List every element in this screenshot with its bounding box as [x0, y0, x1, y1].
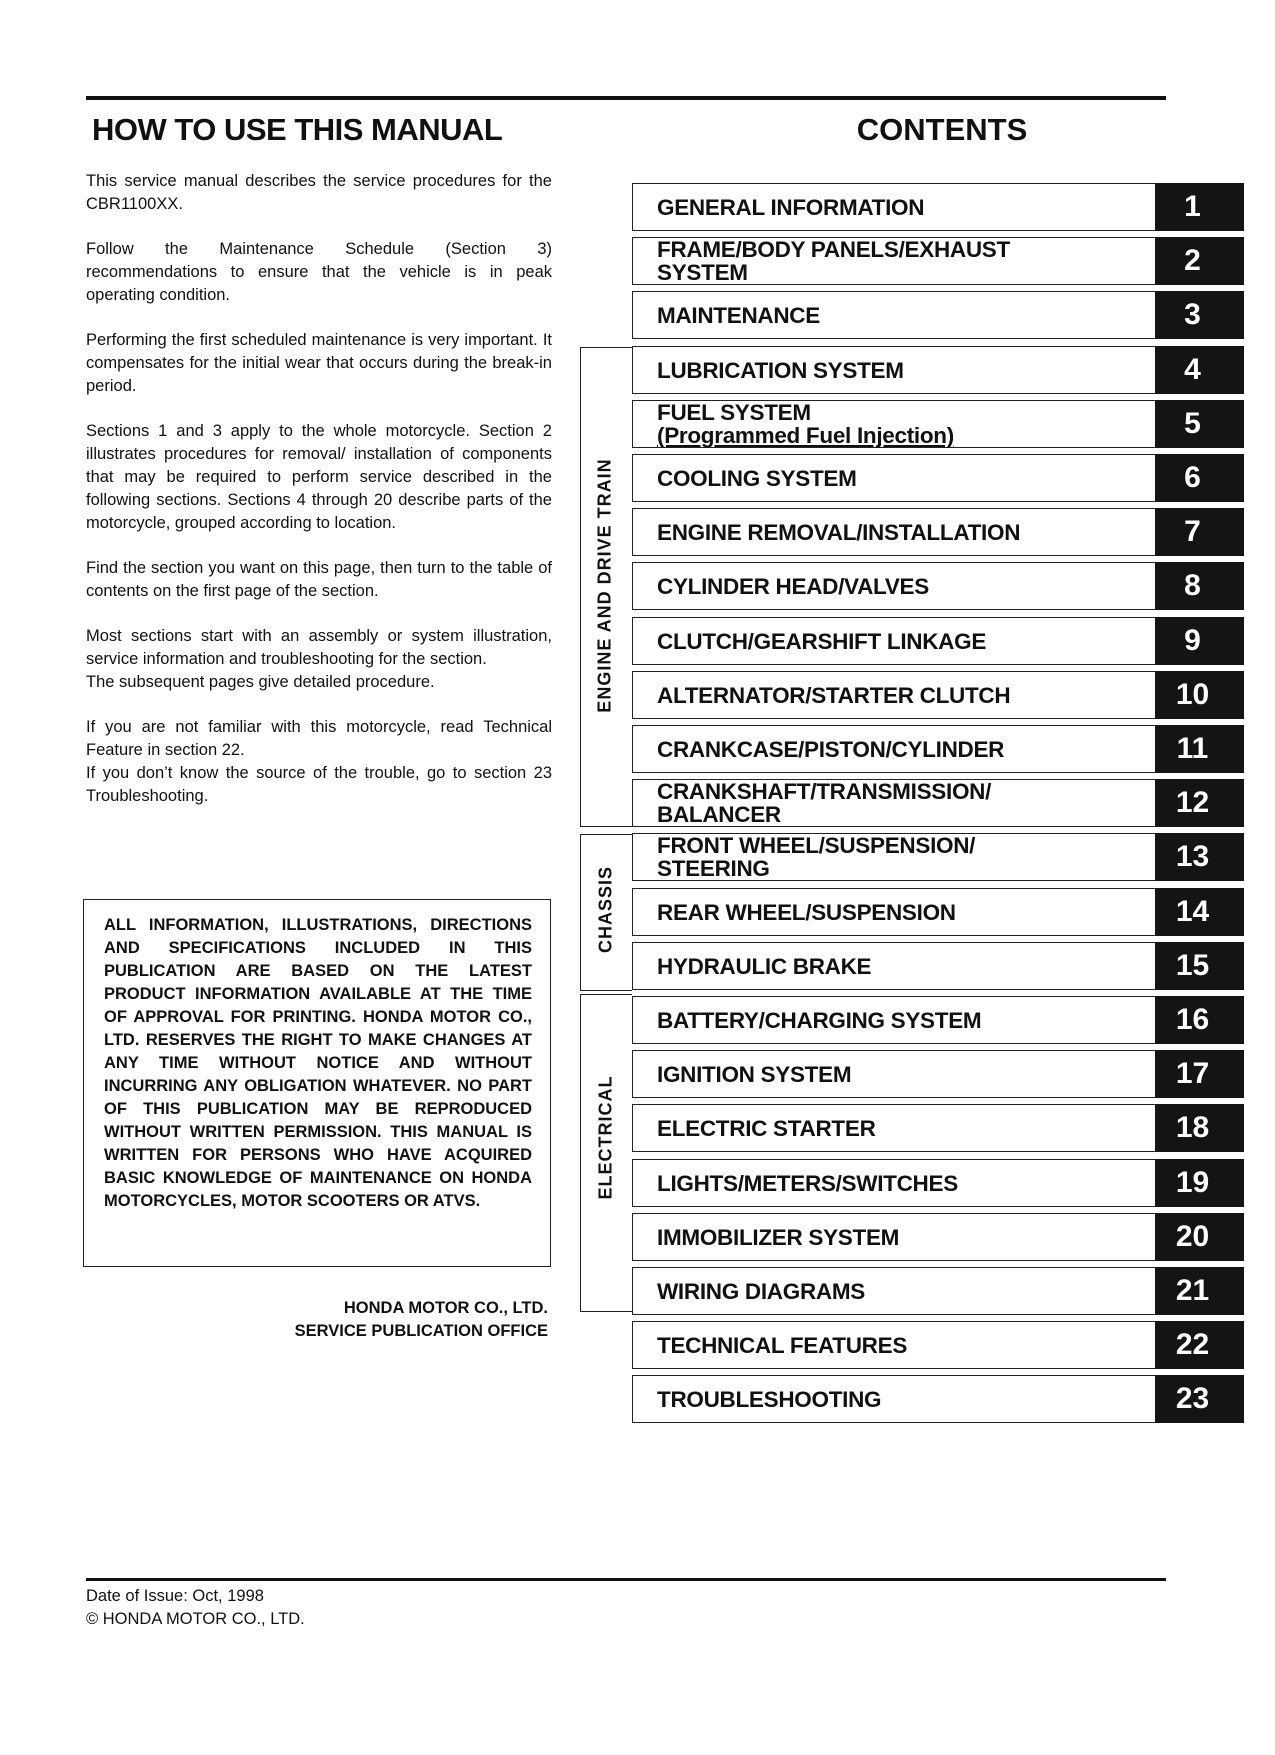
section-number-tab[interactable]: [1155, 996, 1244, 1044]
section-number-tab[interactable]: [1155, 833, 1244, 881]
section-number: 9: [1184, 624, 1201, 657]
publisher-block: [86, 1297, 548, 1343]
contents-title: CONTENTS: [856, 112, 1028, 147]
section-number: 19: [1175, 1166, 1210, 1199]
section-title-line: ENGINE REMOVAL/INSTALLATION: [657, 519, 1021, 545]
section-title: [657, 238, 1010, 284]
section-number: 14: [1175, 895, 1210, 928]
section-title-line: CRANKSHAFT/TRANSMISSION/: [657, 779, 992, 804]
section-title-box: [632, 1104, 1155, 1152]
section-number-tab[interactable]: [1155, 1267, 1244, 1315]
section-title-box: [632, 454, 1155, 502]
section-title-line: GENERAL INFORMATION: [657, 194, 925, 220]
section-title: [657, 196, 924, 219]
section-number: 16: [1175, 1003, 1210, 1036]
section-number: 7: [1184, 515, 1201, 548]
section-title-box: [632, 725, 1155, 773]
section-title: [657, 1063, 851, 1086]
first-maintenance-paragraph: [86, 329, 552, 398]
section-title-line: ALTERNATOR/STARTER CLUTCH: [657, 682, 1011, 708]
section-number: 11: [1176, 732, 1209, 765]
find-section-paragraph: [86, 557, 552, 603]
section-title-line: LIGHTS/METERS/SWITCHES: [657, 1170, 958, 1196]
section-number-tab[interactable]: [1155, 1375, 1244, 1423]
section-title: [657, 304, 820, 327]
contents-row[interactable]: [632, 1267, 1244, 1315]
contents-row[interactable]: [632, 1159, 1244, 1207]
paragraph-text: If you don’t know the source of the trouble, go to section 23 Troubleshooting.: [86, 764, 552, 805]
section-number-tab[interactable]: [1155, 942, 1244, 990]
contents-row[interactable]: [632, 346, 1244, 394]
section-title: [657, 401, 954, 447]
section-number-tab[interactable]: [1155, 291, 1244, 339]
section-title: [657, 901, 956, 924]
maintenance-paragraph: [86, 238, 552, 307]
section-number: 21: [1175, 1274, 1210, 1307]
section-title-box: [632, 1050, 1155, 1098]
section-title-box: [632, 183, 1155, 231]
section-number: 15: [1175, 949, 1210, 982]
contents-row[interactable]: [632, 454, 1244, 502]
section-title-line: TROUBLESHOOTING: [657, 1386, 882, 1412]
section-title-box: [632, 400, 1155, 448]
section-title-line: CRANKCASE/PISTON/CYLINDER: [657, 736, 1005, 762]
contents-row[interactable]: [632, 671, 1244, 719]
contents-row[interactable]: [632, 725, 1244, 773]
section-title: [657, 1009, 981, 1032]
section-title-line: IGNITION SYSTEM: [657, 1061, 852, 1087]
paragraph-text: If you are not familiar with this motorcycle, read Technical Feature in section 22.: [86, 718, 552, 759]
section-number-tab[interactable]: [1155, 454, 1244, 502]
section-number: 5: [1184, 407, 1201, 440]
section-title-line: STEERING: [657, 856, 770, 881]
troubleshooting-paragraph: [86, 716, 552, 808]
section-title-box: [632, 1321, 1155, 1369]
contents-row[interactable]: [632, 617, 1244, 665]
contents-row[interactable]: [632, 1375, 1244, 1423]
section-number: 17: [1175, 1057, 1210, 1090]
contents-row[interactable]: [632, 1104, 1244, 1152]
section-title: [657, 1117, 876, 1140]
issue-info: [86, 1585, 305, 1631]
section-title-line: MAINTENANCE: [657, 302, 820, 328]
section-title-line: WIRING DIAGRAMS: [657, 1278, 865, 1304]
section-title: [657, 1226, 899, 1249]
section-title-box: [632, 1213, 1155, 1261]
section-title-box: [632, 833, 1155, 881]
paragraph-text: Follow the Maintenance Schedule (Section 3) recommendations to ensure that the vehicle is in peak operating condition.: [86, 240, 552, 304]
section-title-box: [632, 1159, 1155, 1207]
section-number-tab[interactable]: [1155, 779, 1244, 827]
contents-row[interactable]: [632, 1213, 1244, 1261]
section-title-box: [632, 1267, 1155, 1315]
contents-row[interactable]: [632, 996, 1244, 1044]
section-title-box: [632, 779, 1155, 827]
section-number-tab[interactable]: [1155, 237, 1244, 285]
section-title-line: HYDRAULIC BRAKE: [657, 953, 872, 979]
publisher-office: SERVICE PUBLICATION OFFICE: [294, 1322, 548, 1340]
section-title-line: SYSTEM: [657, 260, 748, 285]
section-title-box: [632, 617, 1155, 665]
how-to-use-title: HOW TO USE THIS MANUAL: [92, 112, 503, 147]
section-title-line: LUBRICATION SYSTEM: [657, 357, 904, 383]
electrical-group-label: ELECTRICAL: [595, 1075, 616, 1200]
section-title-line: CLUTCH/GEARSHIFT LINKAGE: [657, 628, 987, 654]
contents-row[interactable]: [632, 833, 1244, 881]
section-title-box: [632, 1375, 1155, 1423]
paragraph-text: Performing the first scheduled maintenance is very important. It compensates for the initial wear that occurs during the break-in period.: [86, 331, 552, 395]
paragraph-text: This service manual describes the service procedures for the CBR1100XX.: [86, 172, 552, 213]
section-title: [657, 467, 857, 490]
section-number-tab[interactable]: [1155, 671, 1244, 719]
section-number: 22: [1175, 1328, 1210, 1361]
paragraph-text: Sections 1 and 3 apply to the whole motorcycle. Section 2 illustrates procedures for removal/ installation of components that may be required to perform service described in the following sections. Sections 4 through 20 describe parts of the motorcycle, grouped according to location.: [86, 422, 552, 532]
section-title-line: (Programmed Fuel Injection): [657, 423, 954, 448]
section-title-box: [632, 346, 1155, 394]
contents-row[interactable]: [632, 400, 1244, 448]
intro-paragraph: [86, 170, 552, 216]
paragraph-text: Most sections start with an assembly or system illustration, service information and troubleshooting for the section.: [86, 627, 552, 668]
section-number-tab[interactable]: [1155, 508, 1244, 556]
section-title-box: [632, 237, 1155, 285]
section-number: 4: [1184, 353, 1201, 386]
section-title-box: [632, 671, 1155, 719]
section-number-tab[interactable]: [1155, 1104, 1244, 1152]
paragraph-text: Find the section you want on this page, then turn to the table of contents on the first page of the section.: [86, 559, 552, 600]
section-title: [657, 359, 904, 382]
section-number-tab[interactable]: [1155, 1213, 1244, 1261]
section-title-box: [632, 996, 1155, 1044]
section-number: 1: [1184, 190, 1201, 223]
section-number: 12: [1175, 786, 1210, 819]
section-number-tab[interactable]: [1155, 1159, 1244, 1207]
section-title-box: [632, 562, 1155, 610]
section-title-box: [632, 291, 1155, 339]
section-title: [657, 684, 1010, 707]
section-number-tab[interactable]: [1155, 1321, 1244, 1369]
section-title-line: CYLINDER HEAD/VALVES: [657, 573, 929, 599]
section-title-box: [632, 888, 1155, 936]
section-number: 3: [1184, 298, 1201, 331]
section-title-box: [632, 942, 1155, 990]
section-title-line: BALANCER: [657, 802, 781, 827]
contents-row[interactable]: [632, 562, 1244, 610]
section-number-tab[interactable]: [1155, 617, 1244, 665]
section-title: [657, 780, 991, 826]
section-title: [657, 630, 986, 653]
contents-row[interactable]: [632, 508, 1244, 556]
sections-paragraph: [86, 420, 552, 535]
section-number: 13: [1175, 840, 1210, 873]
section-title-line: FRONT WHEEL/SUSPENSION/: [657, 833, 976, 858]
contents-row[interactable]: [632, 1050, 1244, 1098]
how-to-use-column: [86, 112, 552, 830]
section-structure-paragraph: [86, 625, 552, 694]
section-number: 23: [1175, 1382, 1210, 1415]
section-title-line: FUEL SYSTEM: [657, 400, 811, 425]
copyright-line: © HONDA MOTOR CO., LTD.: [86, 1610, 305, 1628]
contents-row[interactable]: [632, 183, 1244, 231]
section-title-line: IMMOBILIZER SYSTEM: [657, 1224, 900, 1250]
contents-row[interactable]: [632, 942, 1244, 990]
section-title: [657, 738, 1004, 761]
copyright-notice-box: ALL INFORMATION, ILLUSTRATIONS, DIRECTIONS AND SPECIFICATIONS INCLUDED IN THIS PUBLICATION ARE BASED ON THE LATEST PRODUCT INFORMATION AVAILABLE AT THE TIME OF APPROVAL FOR PRINTING. HONDA MOTOR CO., LTD. RESERVES THE RIGHT TO MAKE CHANGES AT ANY TIME WITHOUT NOTICE AND WITHOUT INCURRING ANY OBLIGATION WHATEVER. NO PART OF THIS PUBLICATION MAY BE REPRODUCED WITHOUT WRITTEN PERMISSION. THIS MANUAL IS WRITTEN FOR PERSONS WHO HAVE ACQUIRED BASIC KNOWLEDGE OF MAINTENANCE ON HONDA MOTORCYCLES, MOTOR SCOOTERS OR ATVS.: [83, 899, 551, 1267]
section-number: 18: [1175, 1111, 1210, 1144]
contents-row[interactable]: [632, 888, 1244, 936]
section-number: 10: [1175, 678, 1210, 711]
section-number-tab[interactable]: [1155, 1050, 1244, 1098]
publisher-name: HONDA MOTOR CO., LTD.: [343, 1299, 548, 1317]
section-title: [657, 521, 1020, 544]
section-title-line: ELECTRIC STARTER: [657, 1115, 876, 1141]
chassis-group-label: CHASSIS: [595, 866, 616, 954]
section-number-tab[interactable]: [1155, 725, 1244, 773]
section-number: 8: [1184, 569, 1201, 602]
contents-row[interactable]: [632, 779, 1244, 827]
section-number: 2: [1184, 244, 1201, 277]
section-title: [657, 955, 871, 978]
section-title: [657, 1172, 958, 1195]
section-title-line: TECHNICAL FEATURES: [657, 1332, 908, 1358]
section-number: 20: [1175, 1220, 1210, 1253]
paragraph-text: The subsequent pages give detailed procedure.: [86, 673, 435, 691]
section-number: 6: [1184, 461, 1201, 494]
section-title-line: COOLING SYSTEM: [657, 465, 857, 491]
section-title-line: FRAME/BODY PANELS/EXHAUST: [657, 237, 1010, 262]
section-number-tab[interactable]: [1155, 888, 1244, 936]
contents-row[interactable]: [632, 237, 1244, 285]
section-title: [657, 1280, 865, 1303]
section-number-tab[interactable]: [1155, 400, 1244, 448]
top-rule: [86, 96, 1166, 100]
section-number-tab[interactable]: [1155, 183, 1244, 231]
bottom-rule: [86, 1578, 1166, 1581]
issue-date: Date of Issue: Oct, 1998: [86, 1587, 264, 1605]
section-title: [657, 575, 929, 598]
contents-row[interactable]: [632, 1321, 1244, 1369]
section-title: [657, 1334, 907, 1357]
section-number-tab[interactable]: [1155, 562, 1244, 610]
engine-group-label: ENGINE AND DRIVE TRAIN: [594, 458, 615, 713]
section-title-box: [632, 508, 1155, 556]
section-title: [657, 1388, 881, 1411]
contents-row[interactable]: [632, 291, 1244, 339]
section-title-line: REAR WHEEL/SUSPENSION: [657, 899, 956, 925]
section-number-tab[interactable]: [1155, 346, 1244, 394]
section-title-line: BATTERY/CHARGING SYSTEM: [657, 1007, 982, 1033]
section-title: [657, 834, 975, 880]
